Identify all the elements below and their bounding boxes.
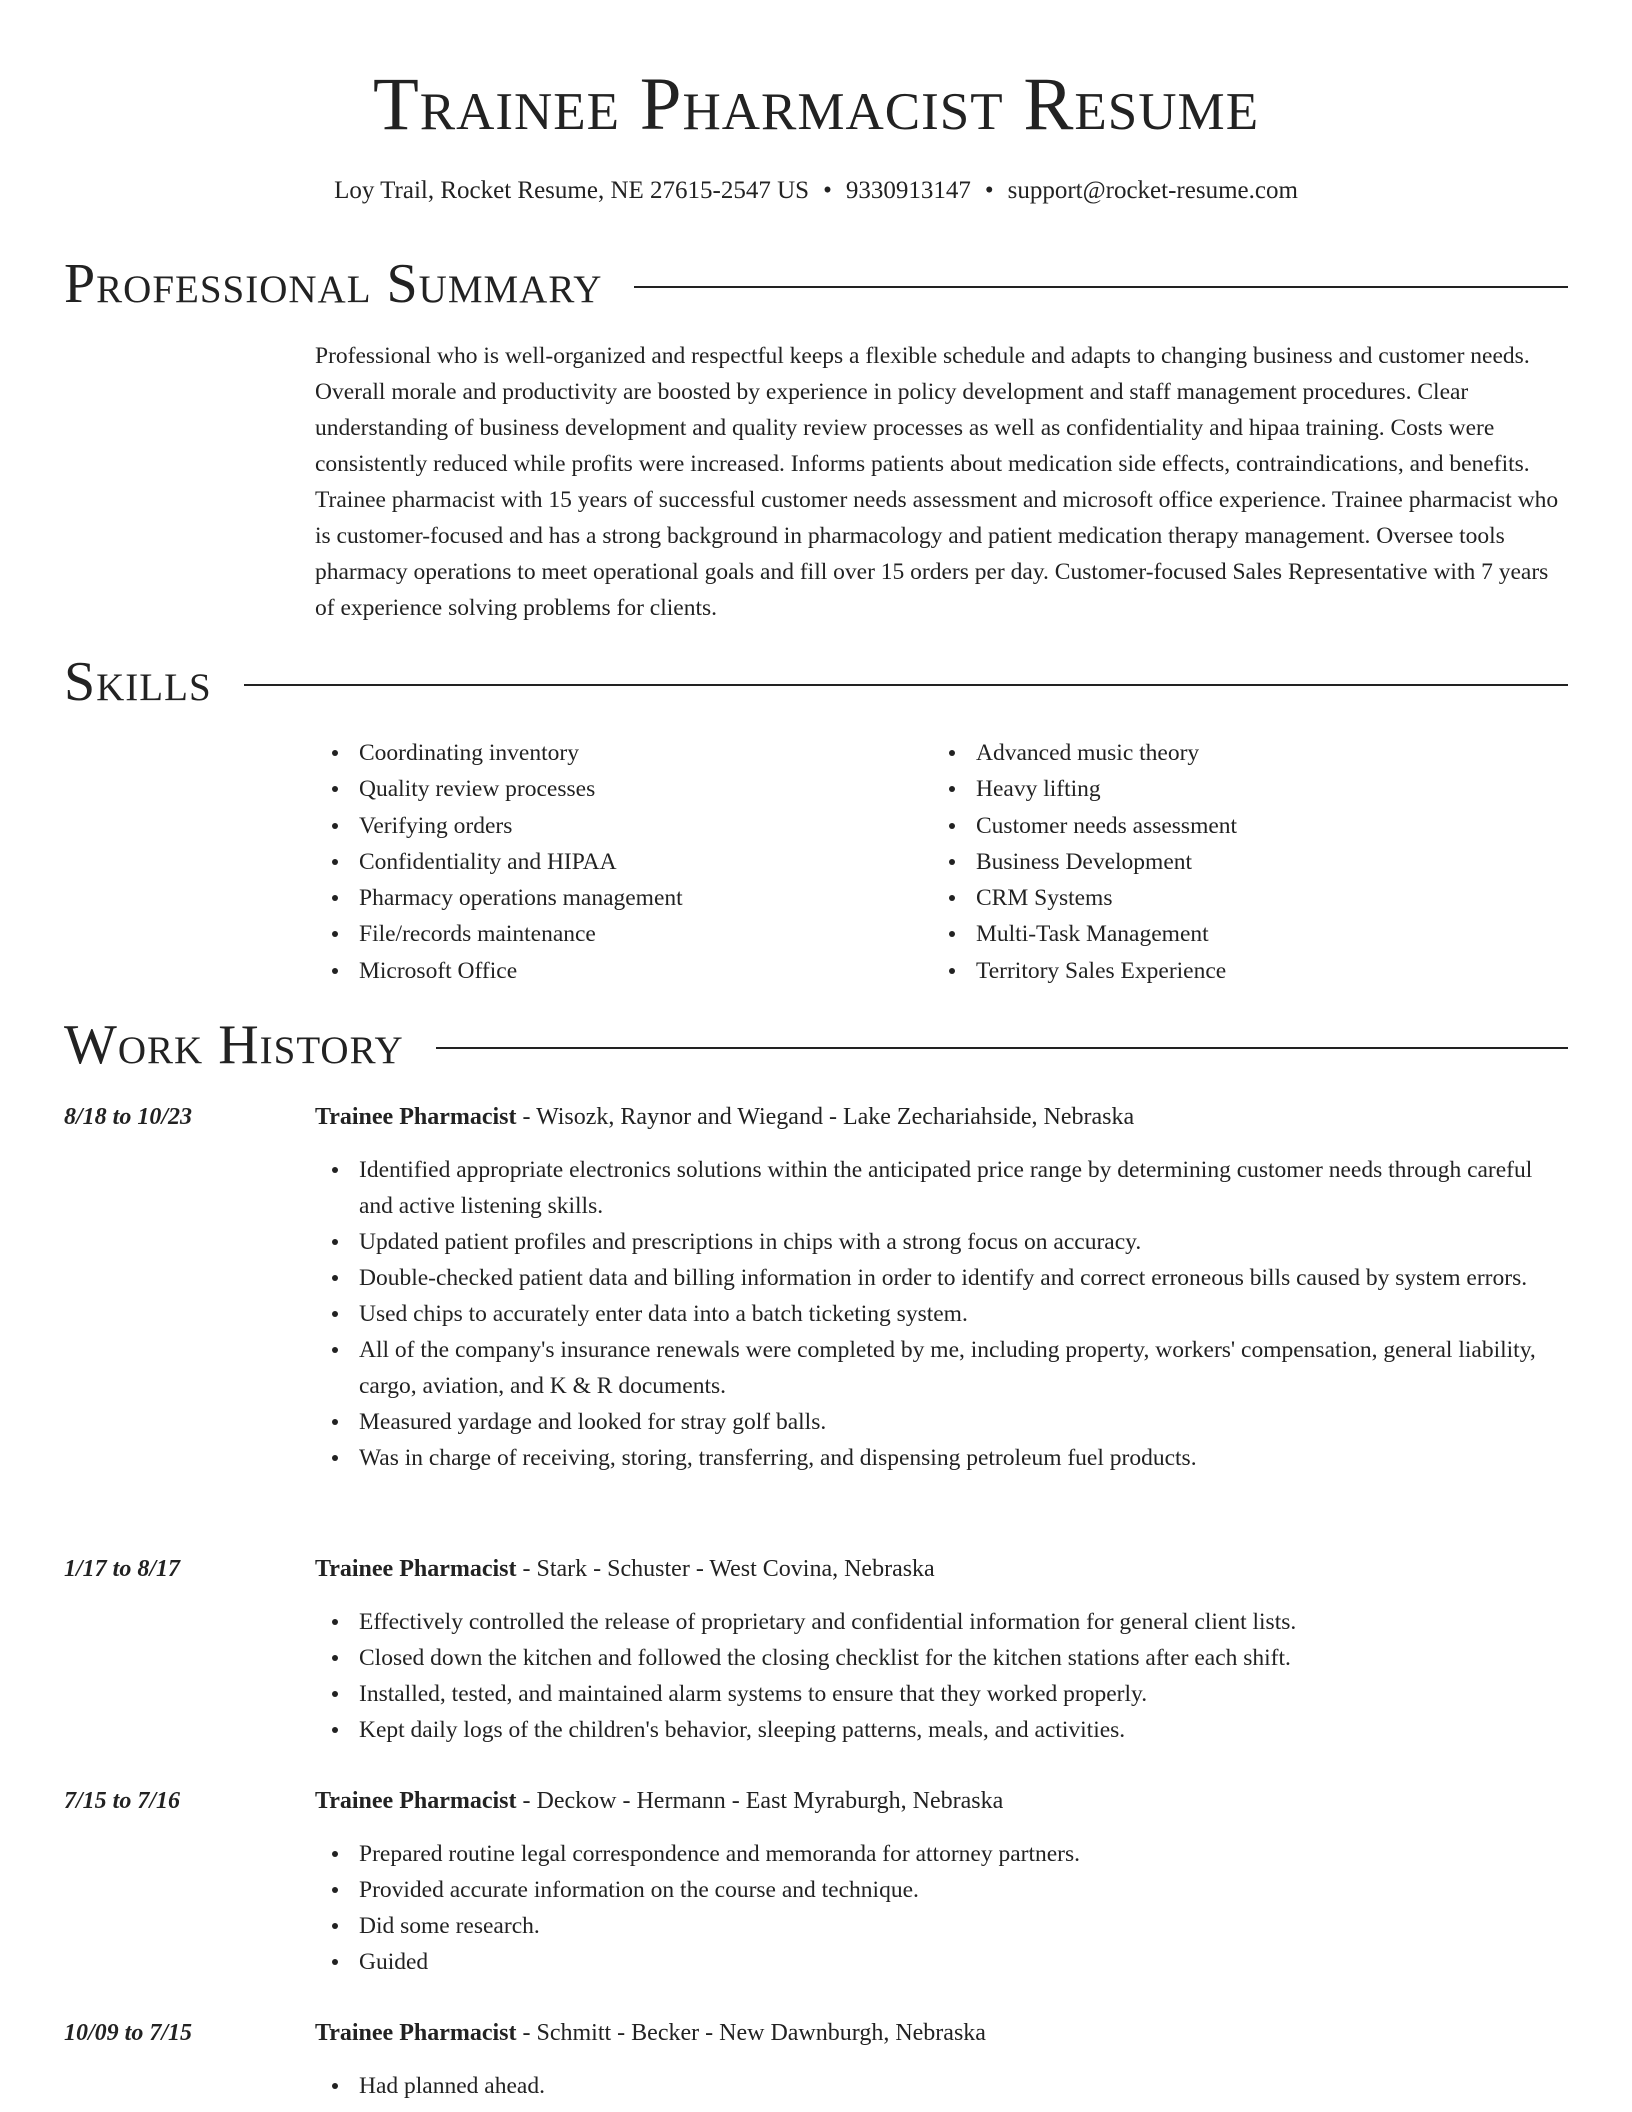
job-duty-item: Kept daily logs of the children's behavior, sleeping patterns, meals, and activities. xyxy=(359,1712,1568,1748)
skill-item: Customer needs assessment xyxy=(976,808,1549,844)
job-duty-item: Was in charge of receiving, storing, transferring, and dispensing petroleum fuel products. xyxy=(359,1440,1568,1476)
job-company: - Wisozk, Raynor and Wiegand - Lake Zechariahside, Nebraska xyxy=(516,1104,1135,1130)
job-title: Trainee Pharmacist xyxy=(315,1788,517,1814)
resume-title: Trainee Pharmacist Resume xyxy=(372,63,1260,146)
section-divider xyxy=(244,684,1568,686)
job-dates: 7/15 to 7/16 xyxy=(64,1788,181,1814)
work-section-title: Work History xyxy=(64,1014,404,1076)
job-duties xyxy=(315,1152,1568,1476)
job-heading xyxy=(315,1783,1003,1819)
section-divider xyxy=(436,1047,1568,1049)
job-duties xyxy=(315,2068,1568,2104)
job-duty-item: Provided accurate information on the course and technique. xyxy=(359,1872,1568,1908)
job-duty-item: Installed, tested, and maintained alarm systems to ensure that they worked properly. xyxy=(359,1676,1568,1712)
skill-item: Confidentiality and HIPAA xyxy=(359,844,932,880)
contact-address: Loy Trail, Rocket Resume, NE 27615-2547 US xyxy=(334,177,810,204)
skill-item: Coordinating inventory xyxy=(359,735,932,771)
job-dates: 1/17 to 8/17 xyxy=(64,1556,181,1582)
job-duty-item: Had planned ahead. xyxy=(359,2068,1568,2104)
contact-email[interactable]: support@rocket-resume.com xyxy=(1007,177,1298,204)
job-company: - Stark - Schuster - West Covina, Nebraska xyxy=(516,1556,935,1582)
job-dates: 8/18 to 10/23 xyxy=(64,1104,193,1130)
skill-item: Multi-Task Management xyxy=(976,916,1549,952)
job-duty-item: Closed down the kitchen and followed the closing checklist for the kitchen stations after each shift. xyxy=(359,1640,1568,1676)
job-duties xyxy=(315,1836,1568,1980)
skill-item: CRM Systems xyxy=(976,880,1549,916)
job-duty-item: Used chips to accurately enter data into a batch ticketing system. xyxy=(359,1296,1568,1332)
job-dates: 10/09 to 7/15 xyxy=(64,2020,193,2046)
job-title: Trainee Pharmacist xyxy=(315,1104,517,1130)
job-duty-item: Double-checked patient data and billing information in order to identify and correct erroneous bills caused by system errors. xyxy=(359,1260,1568,1296)
summary-section-title: Professional Summary xyxy=(64,253,603,315)
skills-section-title: Skills xyxy=(64,651,212,713)
summary-section-header xyxy=(64,252,1568,316)
job-company: - Schmitt - Becker - New Dawnburgh, Nebraska xyxy=(516,2020,986,2046)
contact-separator: • xyxy=(823,177,832,204)
job-duties xyxy=(315,1604,1568,1748)
job-duty-item: Effectively controlled the release of proprietary and confidential information for general client lists. xyxy=(359,1604,1568,1640)
skill-item: Quality review processes xyxy=(359,771,932,807)
job-heading xyxy=(315,1551,935,1587)
skill-item: Microsoft Office xyxy=(359,953,932,989)
skills-column-left xyxy=(315,735,932,989)
job-duty-item: All of the company's insurance renewals were completed by me, including property, workers' compensation, general liability, cargo, aviation, and K & R documents. xyxy=(359,1332,1568,1404)
skill-item: Advanced music theory xyxy=(976,735,1549,771)
job-heading xyxy=(315,2015,986,2051)
job-duty-item: Prepared routine legal correspondence and memoranda for attorney partners. xyxy=(359,1836,1568,1872)
job-title: Trainee Pharmacist xyxy=(315,1556,517,1582)
job-company: - Deckow - Hermann - East Myraburgh, Nebraska xyxy=(516,1788,1004,1814)
skill-item: Verifying orders xyxy=(359,808,932,844)
job-duty-item: Identified appropriate electronics solutions within the anticipated price range by determining customer needs through careful and active listening skills. xyxy=(359,1152,1568,1224)
job-title: Trainee Pharmacist xyxy=(315,2020,517,2046)
skills-column-right xyxy=(932,735,1549,989)
section-divider xyxy=(634,286,1568,288)
skills-section-header xyxy=(64,650,1568,714)
skill-item: Pharmacy operations management xyxy=(359,880,932,916)
skill-item: Business Development xyxy=(976,844,1549,880)
skill-item: File/records maintenance xyxy=(359,916,932,952)
job-heading xyxy=(315,1099,1134,1135)
skills-list xyxy=(315,735,1568,989)
job-duty-item: Guided xyxy=(359,1944,1568,1980)
work-section-header xyxy=(64,1013,1568,1077)
contact-line xyxy=(0,174,1632,208)
contact-phone[interactable]: 9330913147 xyxy=(845,177,971,204)
job-duty-item: Updated patient profiles and prescriptions in chips with a strong focus on accuracy. xyxy=(359,1224,1568,1260)
skill-item: Territory Sales Experience xyxy=(976,953,1549,989)
job-duty-item: Measured yardage and looked for stray golf balls. xyxy=(359,1404,1568,1440)
summary-text: Professional who is well-organized and respectful keeps a flexible schedule and adapts to changing business and customer needs. Overall morale and productivity are boosted by experience in policy development and staff management procedures. Clear understanding of business development and quality review processes as well as confidentiality and hipaa training. Costs were consistently reduced while profits were increased. Informs patients about medication side effects, contraindications, and benefits. Trainee pharmacist with 15 years of successful customer needs assessment and microsoft office experience. Trainee pharmacist who is customer-focused and has a strong background in pharmacology and patient medication therapy management. Oversee tools pharmacy operations to meet operational goals and fill over 15 orders per day. Customer-focused Sales Representative with 7 years of experience solving problems for clients. xyxy=(315,343,1559,621)
job-duty-item: Did some research. xyxy=(359,1908,1568,1944)
contact-separator: • xyxy=(984,177,994,204)
skill-item: Heavy lifting xyxy=(976,771,1549,807)
